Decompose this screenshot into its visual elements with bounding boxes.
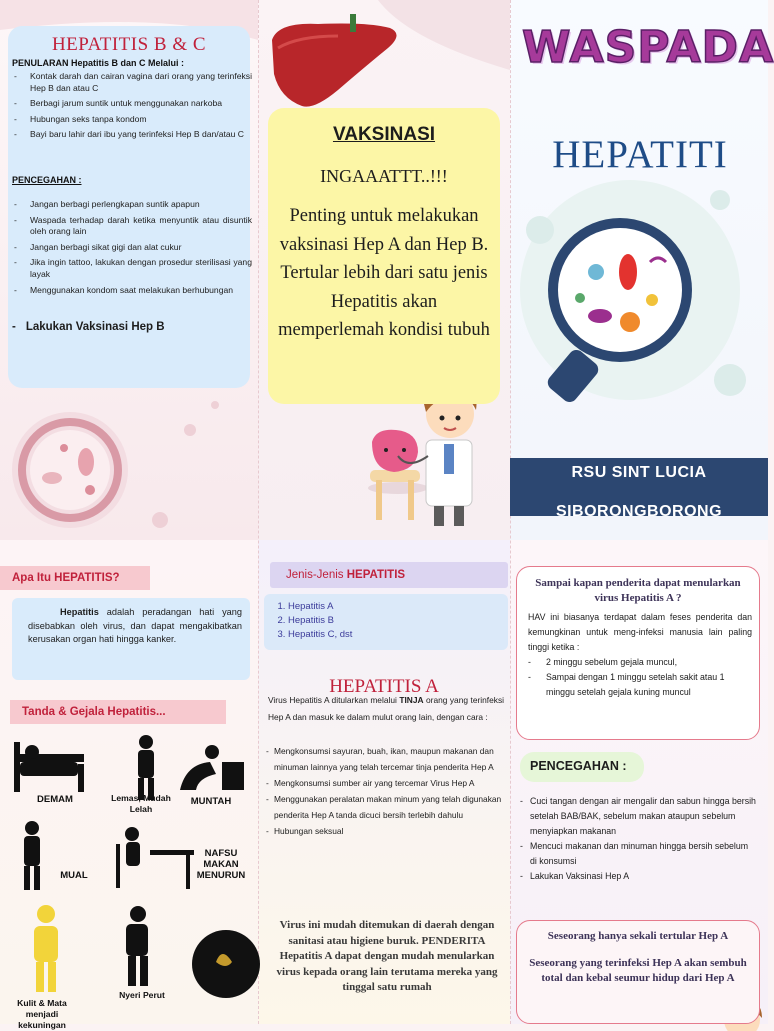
contagious-body: HAV ini biasanya terdapat dalam feses penderita dan kemungkinan untuk meng-infeksi manusia lain paling tinggi ketika :	[528, 612, 752, 652]
hospital-location: SIBORONGBORONG	[555, 503, 723, 520]
fatigue-icon	[138, 735, 154, 800]
symptom-nyeri: Nyeri Perut	[119, 990, 165, 1000]
hepatitis-bc-title: HEPATITIS B & C	[51, 34, 207, 55]
definition-term: Hepatitis	[60, 607, 99, 617]
symptom-demam: DEMAM	[37, 794, 73, 805]
vaksinasi-title: VAKSINASI	[332, 124, 436, 145]
transmission-list	[12, 71, 252, 141]
types-tag-prefix: Jenis-Jenis	[286, 569, 347, 581]
symptoms-tag: Tanda & Gejala Hepatitis...	[10, 700, 226, 724]
immunity-title: Seseorang hanya sekali tertular Hep A	[547, 930, 729, 942]
list-item: - Jangan berbagi perlengkapan suntik apapun	[12, 199, 252, 211]
list-item: - 2 minggu sebelum gejala muncul,	[528, 655, 752, 670]
list-item: 1. Hepatitis A	[288, 600, 352, 614]
types-tag	[270, 562, 508, 588]
list-item: - Berbagi jarum suntik untuk menggunakan narkoba	[12, 98, 252, 110]
types-tag-term: HEPATITIS	[346, 569, 406, 581]
symptom-nafsu: NAFSU MAKAN MENURUN	[196, 848, 246, 881]
reminder-text: INGAAATTT..!!!	[320, 166, 448, 186]
list-item: - Sampai dengan 1 minggu setelah sakit atau 1 minggu setelah gejala kuning muncul	[528, 670, 752, 700]
list-item: - Mengkonsumsi sumber air yang tercemar Virus Hep A	[266, 775, 504, 791]
definition-body: adalah peradangan hati yang disebabkan oleh virus, dan dapat mengakibatkan kerusakan organ hati hingga kanker.	[28, 607, 242, 644]
jaundice-icon	[34, 905, 58, 992]
intro-part-a: Virus Hepatitis A ditularkan melalui	[268, 695, 400, 705]
stomach-pain-icon	[126, 906, 148, 986]
what-is-tag: Apa Itu HEPATITIS?	[0, 566, 150, 590]
prevention-list	[12, 199, 252, 296]
list-item: - Hubungan seks tanpa kondom	[12, 114, 252, 126]
symptom-muntah: MUNTAH	[190, 796, 232, 807]
list-item: - Waspada terhadap darah ketika menyuntik atau disuntik oleh orang lain	[12, 215, 252, 238]
immunity-body: Seseorang yang terinfeksi Hep A akan sembuh total dan kebal seumur hidup dari Hep A	[529, 957, 747, 984]
hospital-name: RSU SINT LUCIA	[571, 464, 707, 481]
list-item: - Mencuci makanan dan minuman hingga bersih sebelum di konsumsi	[520, 839, 756, 869]
transmission-heading: PENULARAN Hepatitis B dan C Melalui :	[12, 58, 185, 68]
cover-title: HEPATITI	[552, 133, 728, 176]
symptom-mual: MUAL	[60, 870, 88, 881]
virus-note: Virus ini mudah ditemukan di daerah dengan sanitasi atau higiene buruk. PENDERITA Hepatitis A dapat dengan mudah menularkan virus kepada orang lain terutama mereka yang tinggal satu rumah	[276, 919, 498, 993]
vaccine-hepb-item: - Lakukan Vaksinasi Hep B	[12, 321, 165, 333]
list-item: - Menggunakan kondom saat melakukan berhubungan	[12, 285, 252, 297]
prevention-heading: PENCEGAHAN :	[12, 175, 82, 185]
list-item: 3. Hepatitis C, dst	[288, 628, 352, 642]
nausea-icon	[24, 821, 40, 890]
list-item: 2. Hepatitis B	[288, 614, 352, 628]
definition-text	[28, 606, 242, 647]
fold-line-1	[258, 0, 259, 1024]
liver-icon	[272, 14, 397, 107]
prevention-a-title: PENCEGAHAN :	[530, 759, 627, 773]
prevention-a-list	[520, 794, 756, 884]
list-item: - Menggunakan peralatan makan minum yang telah digunakan penderita Hep A tanda dicuci bersih terlebih dahulu	[266, 791, 504, 823]
symptom-kulit: Kulit & Mata menjadi kekuningan	[17, 998, 67, 1030]
list-item: - Cuci tangan dengan air mengalir dan sabun hingga bersih setelah BAB/BAK, sebelum makan ataupun sebelum menyiapkan makanan	[520, 794, 756, 839]
vomit-icon	[180, 745, 244, 790]
intro-part-b: orang yang terinfeksi Hep A dan masuk ke dalam mulut orang lain, dengan cara :	[268, 695, 505, 722]
list-item: - Bayi baru lahir dari ibu yang terinfeksi Hep B dan/atau C	[12, 129, 252, 141]
hepatitis-a-title: HEPATITIS A	[329, 676, 439, 697]
toilet-icon	[192, 930, 260, 998]
list-item: - Kontak darah dan cairan vagina dari orang yang terinfeksi Hep B dan atau C	[12, 71, 252, 94]
fever-icon	[14, 742, 84, 792]
waspada-title: WASPADA	[522, 22, 774, 73]
types-list	[288, 600, 352, 642]
list-item: - Hubungan seksual	[266, 823, 504, 839]
list-item: - Lakukan Vaksinasi Hep A	[520, 869, 756, 884]
intro-bold: TINJA	[399, 695, 424, 705]
contagious-list	[528, 655, 752, 700]
list-item: - Jangan berbagi sikat gigi dan alat cukur	[12, 242, 252, 254]
hepatitis-a-list	[266, 743, 504, 839]
contagious-title: Sampai kapan penderita dapat menularkan virus Hepatitis A ?	[535, 577, 741, 604]
list-item: - Mengkonsumsi sayuran, buah, ikan, maupun makanan dan minuman lainnya yang telah tercemar tinja penderita Hep A	[266, 743, 504, 775]
list-item: - Jika ingin tattoo, lakukan dengan prosedur sterilisasi yang layak	[12, 257, 252, 280]
symptom-lemas: Lemas, Mudah Lelah	[111, 793, 171, 814]
vaksinasi-body: Penting untuk melakukan vaksinasi Hep A dan Hep B. Tertular lebih dari satu jenis Hepatitis akan memperlemah kondisi tubuh	[278, 206, 490, 340]
hepatitis-a-intro	[268, 692, 504, 725]
appetite-loss-icon	[116, 827, 194, 889]
